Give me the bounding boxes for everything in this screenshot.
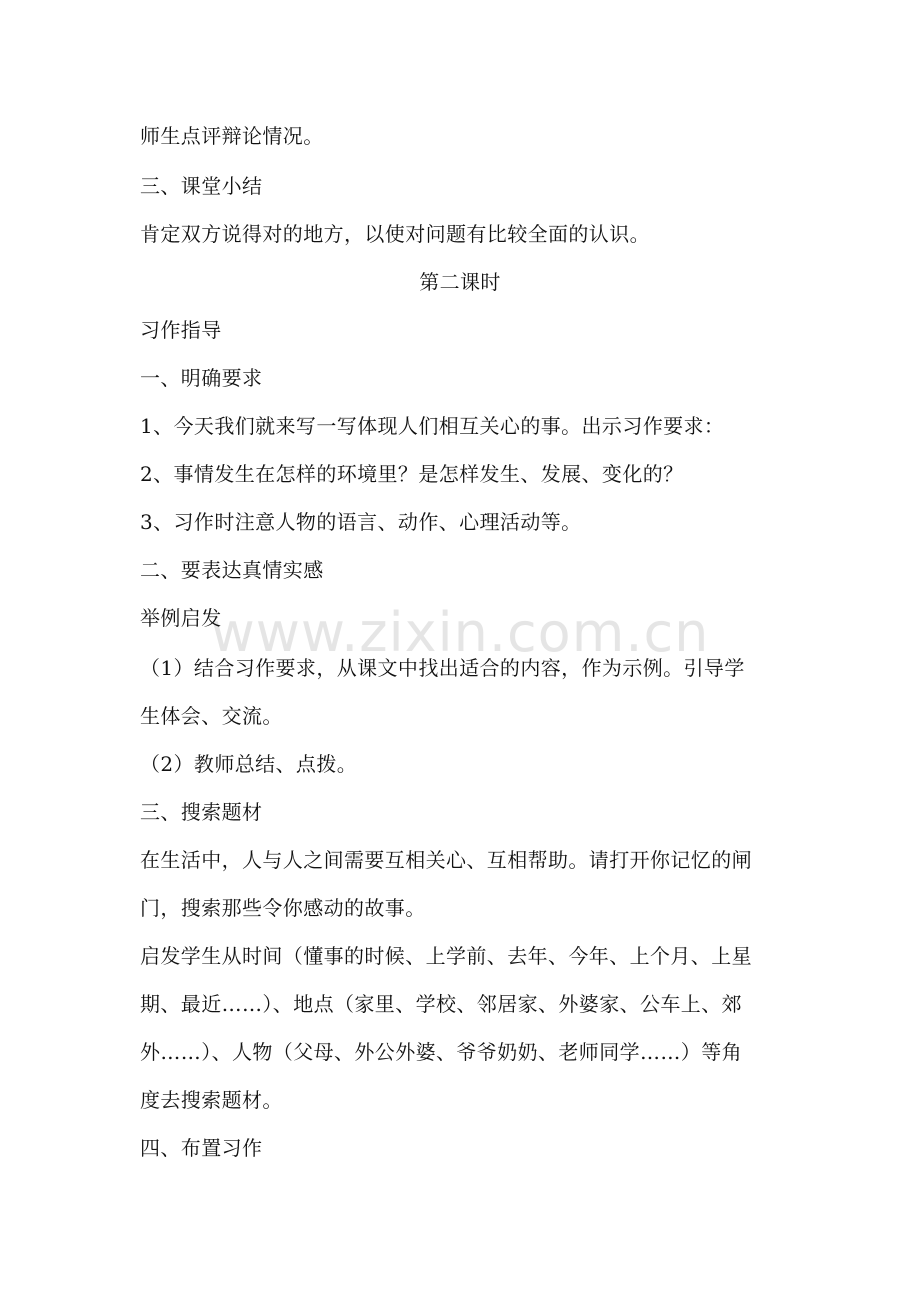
paragraph: 生体会、交流。 [140,704,283,728]
subheading: 习作指导 [140,318,222,342]
section-heading: 二、要表达真情实感 [140,558,324,582]
paragraph: 师生点评辩论情况。 [140,124,324,148]
paragraph: 肯定双方说得对的地方，以使对问题有比较全面的认识。 [140,222,650,246]
section-heading: 四、布置习作 [140,1136,263,1160]
section-heading: 三、搜索题材 [140,800,263,824]
paragraph: （2）教师总结、点拨。 [140,752,358,776]
list-item: 3、习作时注意人物的语言、动作、心理活动等。 [140,510,582,534]
paragraph: 门，搜索那些令你感动的故事。 [140,896,426,920]
list-item: 1、今天我们就来写一写体现人们相互关心的事。出示习作要求： [140,414,725,438]
paragraph: 启发学生从时间（懂事的时候、上学前、去年、今年、上个月、上星 [140,944,752,968]
paragraph: 期、最近……）、地点（家里、学校、邻居家、外婆家、公车上、郊 [140,992,742,1016]
paragraph: 外……）、人物（父母、外公外婆、爷爷奶奶、老师同学……）等角 [140,1040,742,1064]
list-item: 2、事情发生在怎样的环境里？是怎样发生、发展、变化的？ [140,462,684,486]
lesson-title: 第二课时 [419,270,501,294]
paragraph: 在生活中，人与人之间需要互相关心、互相帮助。请打开你记忆的闸 [140,848,752,872]
paragraph: 度去搜索题材。 [140,1088,283,1112]
subheading: 举例启发 [140,606,222,630]
watermark-logo: www.zixin.com.cn [210,601,710,664]
section-heading: 三、课堂小结 [140,174,263,198]
section-heading: 一、明确要求 [140,366,263,390]
paragraph: （1）结合习作要求，从课文中找出适合的内容，作为示例。引导学 [140,656,745,680]
